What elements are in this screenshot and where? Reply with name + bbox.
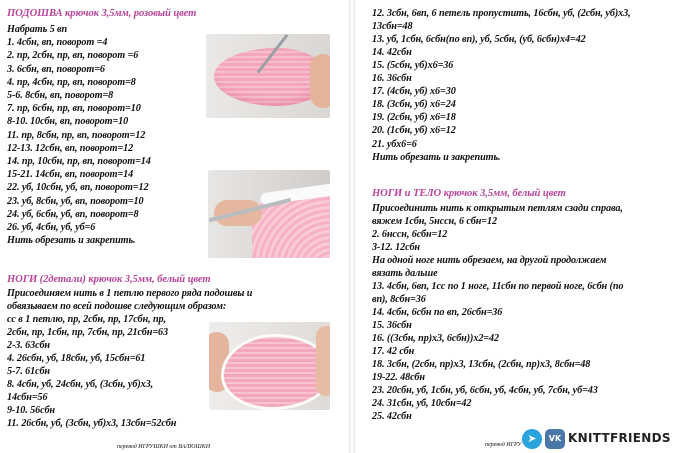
instruction-line: 13. уб, 1сбн, 6сбн(по вп), уб, 5сбн, (уб, 6сбн)х4=42: [372, 34, 586, 46]
instruction-line: 17. (4сбн, уб) х6=30: [372, 86, 456, 98]
instruction-line: обвязываем по всей подошве следующим образом:: [7, 300, 227, 312]
instruction-line: 12-13. 12сбн, вп, поворот=12: [7, 142, 134, 154]
instruction-line: 1. 4сбн, вп, поворот =4: [7, 37, 108, 49]
instruction-line: 7. пр, 6сбн, пр, вп, поворот=10: [7, 103, 141, 115]
instruction-line: 2. пр, 2сбн, пр, вп, поворот =6: [7, 50, 139, 62]
instruction-line: 5-6. 8сбн, вп, поворот=8: [7, 90, 114, 101]
instruction-line: 14. пр, 10сбн, пр, вп, поворот=14: [7, 156, 151, 167]
instruction-line: 13. 4сбн, 6вп, 1сс по 1 ноге, 11сбн по первой ноге, 6сбн (по: [372, 281, 624, 292]
instruction-line: 8. 4сбн, уб, 24сбн, уб, (3сбн, уб)х3,: [7, 378, 154, 390]
instruction-line: 21. убх6=6: [372, 138, 417, 150]
instruction-line: Нить обрезать и закрепить.: [372, 151, 501, 163]
instruction-line: 25. 42сбн: [372, 411, 412, 422]
hand-image: [316, 326, 330, 396]
instruction-line: вп), 8сбн=36: [372, 294, 426, 305]
instruction-line: Присоединяем нить в 1 петлю первого ряда подошвы и: [7, 288, 253, 299]
instruction-line: 5-7. 61сбн: [7, 365, 50, 377]
watermark-text: KNITTFRIENDS: [568, 431, 671, 445]
instruction-line: 2-3. 63сбн: [7, 339, 50, 351]
instruction-line: вяжем 1сбн, 5нсcн, 6 сбн=12: [372, 216, 497, 227]
instruction-line: 3. 6сбн, вп, поворот=6: [7, 63, 105, 75]
instruction-line: 2сбн, пр, 1сбн, пр, 7сбн, пр, 21сбн=63: [7, 326, 169, 338]
instruction-line: 14. 4сбн, 6сбн по вп, 26сбн=36: [372, 307, 503, 318]
instruction-line: 23. уб, 8сбн, уб, вп, поворот=10: [7, 195, 144, 207]
instruction-line: 24. 31сбн, уб, 10сбн=42: [372, 398, 472, 409]
right-footer: перевод ИГРУ: [485, 442, 522, 448]
instruction-line: сс в 1 петлю, пр, 2сбн, пр, 17сбн, пр,: [7, 313, 167, 325]
sole-heading: ПОДОШВА крючок 3,5мм, розовый цвет: [7, 8, 197, 19]
instruction-line: На одной ноге нить обрезаем, на другой продолжаем: [372, 255, 607, 266]
instruction-line: 11. пр, 8сбн, пр, вп, поворот=12: [7, 129, 146, 141]
instruction-line: 11. 26сбн, уб, (3сбн, уб)х3, 13сбн=52сбн: [7, 417, 177, 429]
left-footer: перевод ИГРУШКИ от ВАЛЮШКИ: [117, 444, 211, 450]
hand-image: [310, 54, 330, 108]
instruction-line: 20. (1сбн, уб) х6=12: [372, 125, 456, 137]
instruction-line: 15. 36сбн: [372, 320, 412, 331]
instruction-line: 18. 3сбн, (2сбн, пр)х3, 13сбн, (2сбн, пр)х3, 8сбн=48: [372, 359, 591, 370]
instruction-line: 18. (3сбн, уб) х6=24: [372, 99, 456, 111]
instruction-line: Присоединить нить к открытым петлям сзади справа,: [372, 203, 623, 214]
instruction-line: 14. 42сбн: [372, 47, 412, 59]
right-page: [355, 0, 690, 453]
instruction-line: вязать дальше: [372, 268, 438, 279]
instruction-line: 8-10. 10сбн, вп, поворот=10: [7, 116, 129, 128]
instruction-line: 16. 36сбн: [372, 73, 412, 85]
instruction-line: 13сбн=48: [372, 21, 413, 33]
instruction-line: 26. уб, 4сбн, уб, уб=6: [7, 222, 96, 233]
instruction-line: 17. 42 сбн: [372, 346, 415, 357]
instruction-line: Набрать 5 вп: [7, 24, 68, 35]
sole-photo-2: [208, 170, 330, 258]
instruction-line: 15. (5сбн, уб)х6=36: [372, 60, 454, 72]
sole-photo-3: [209, 322, 330, 410]
pink-sole-white-border-image: [221, 334, 330, 410]
sole-photo-1: [206, 34, 330, 118]
legs-heading: НОГИ (2детали) крючок 3,5мм, белый цвет: [7, 274, 211, 285]
body-heading: НОГИ и ТЕЛО крючок 3,5мм, белый цвет: [372, 188, 566, 199]
instruction-line: 22. уб, 10сбн, уб, вп, поворот=12: [7, 182, 149, 194]
instruction-line: 19-22. 48сбн: [372, 372, 425, 383]
watermark: [520, 428, 690, 450]
instruction-line: Нить обрезать и закрепить.: [7, 235, 136, 247]
instruction-line: 15-21. 14сбн, вп, поворот=14: [7, 169, 134, 181]
instruction-line: 19. (2сбн, уб) х6=18: [372, 112, 456, 124]
instruction-line: 14сбн=56: [7, 391, 48, 403]
instruction-line: 2. 6нсcн, 6сбн=12: [372, 229, 448, 240]
instruction-line: 23. 20сбн, уб, 1сбн, уб, 6сбн, уб, 4сбн, уб, 7сбн, уб=43: [372, 385, 598, 396]
instruction-line: 16. ((3сбн, пр)х3, 6сбн))х2=42: [372, 333, 499, 344]
instruction-line: 4. пр, 4сбн, пр, вп, поворот=8: [7, 76, 136, 88]
vk-icon[interactable]: VK: [545, 429, 565, 449]
instruction-line: 9-10. 56сбн: [7, 404, 55, 416]
telegram-icon[interactable]: ➤: [522, 429, 542, 449]
instruction-line: 12. 3сбн, 6вп, 6 петель пропустить, 16сбн, уб, (2сбн, уб)х3,: [372, 8, 631, 19]
instruction-line: 3-12. 12сбн: [372, 242, 420, 253]
instruction-line: 4. 26сбн, уб, 18сбн, уб, 15сбн=61: [7, 352, 146, 364]
instruction-line: 24. уб, 6сбн, уб, вп, поворот=8: [7, 208, 139, 220]
